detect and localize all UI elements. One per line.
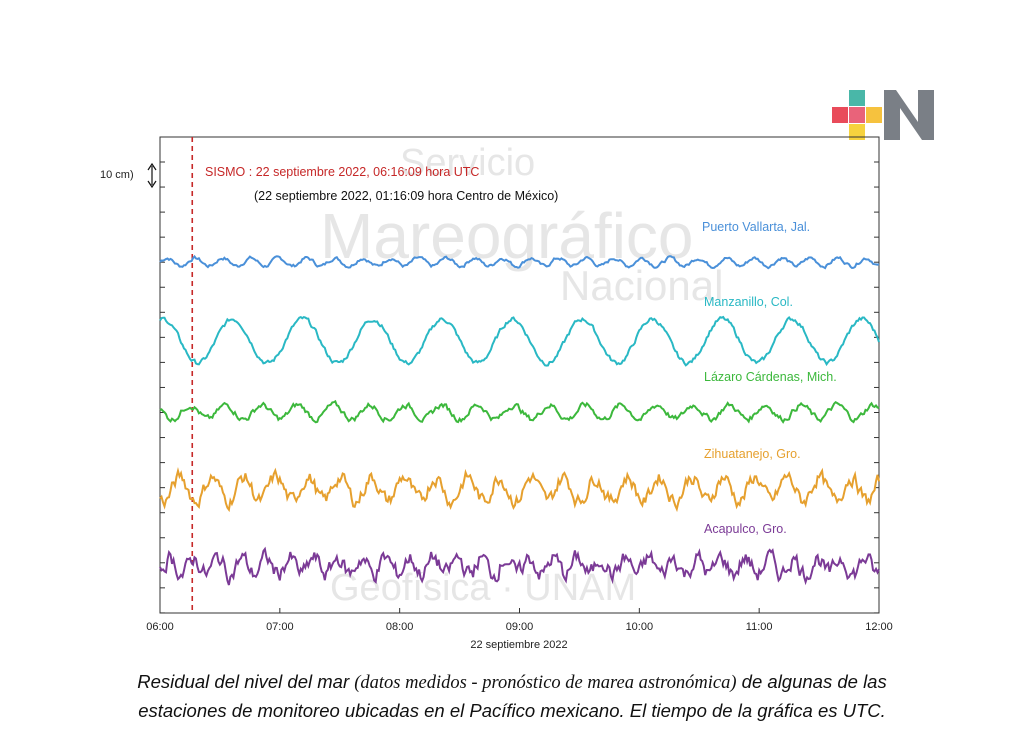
- x-tick-label: 09:00: [505, 621, 534, 633]
- x-tick-label: 06:00: [146, 621, 174, 633]
- series-label-5: Acapulco, Gro.: [704, 522, 787, 536]
- caption-part-1: Residual del nivel del mar: [137, 671, 355, 692]
- earthquake-sublabel: (22 septiembre 2022, 01:16:09 hora Centro de México): [254, 189, 559, 203]
- scale-label: 10 cm): [100, 169, 134, 181]
- watermark-line-3: Nacional: [560, 262, 724, 309]
- earthquake-label: SISMO : 22 septiembre 2022, 06:16:09 hora UTC: [205, 165, 480, 179]
- x-axis-label: 22 septiembre 2022: [470, 639, 568, 651]
- x-tick-label: 07:00: [266, 621, 294, 633]
- figure-caption: [40, 668, 984, 724]
- series-label-4: Zihuatanejo, Gro.: [704, 447, 801, 461]
- caption-line-2: estaciones de monitoreo ubicadas en el Pacífico mexicano. El tiempo de la gráfica es UTC.: [138, 700, 886, 721]
- caption-part-2: (datos medidos - pronóstico de marea astronómica): [354, 673, 737, 693]
- watermark-line-1: Servicio: [400, 142, 536, 184]
- series-line-4: [160, 471, 879, 510]
- x-tick-label: 08:00: [385, 621, 414, 633]
- series-label-1: Puerto Vallarta, Jal.: [702, 220, 811, 234]
- scale-arrow-icon: [148, 164, 156, 187]
- watermark-line-2: Mareográfico: [320, 200, 694, 272]
- series-line-3: [160, 401, 879, 422]
- x-tick-label: 11:00: [745, 621, 773, 633]
- caption-part-3: de algunas de las: [736, 671, 887, 692]
- x-tick-label: 12:00: [865, 621, 893, 633]
- watermark-line-4: Geofísica · UNAM: [330, 567, 637, 609]
- series-label-2: Manzanillo, Col.: [704, 295, 793, 309]
- watermark: [320, 142, 723, 609]
- series-line-2: [160, 317, 879, 366]
- series-label-3: Lázaro Cárdenas, Mich.: [704, 370, 837, 384]
- x-ticks: [146, 608, 893, 633]
- series-layer: [160, 220, 879, 585]
- x-tick-label: 10:00: [625, 621, 654, 633]
